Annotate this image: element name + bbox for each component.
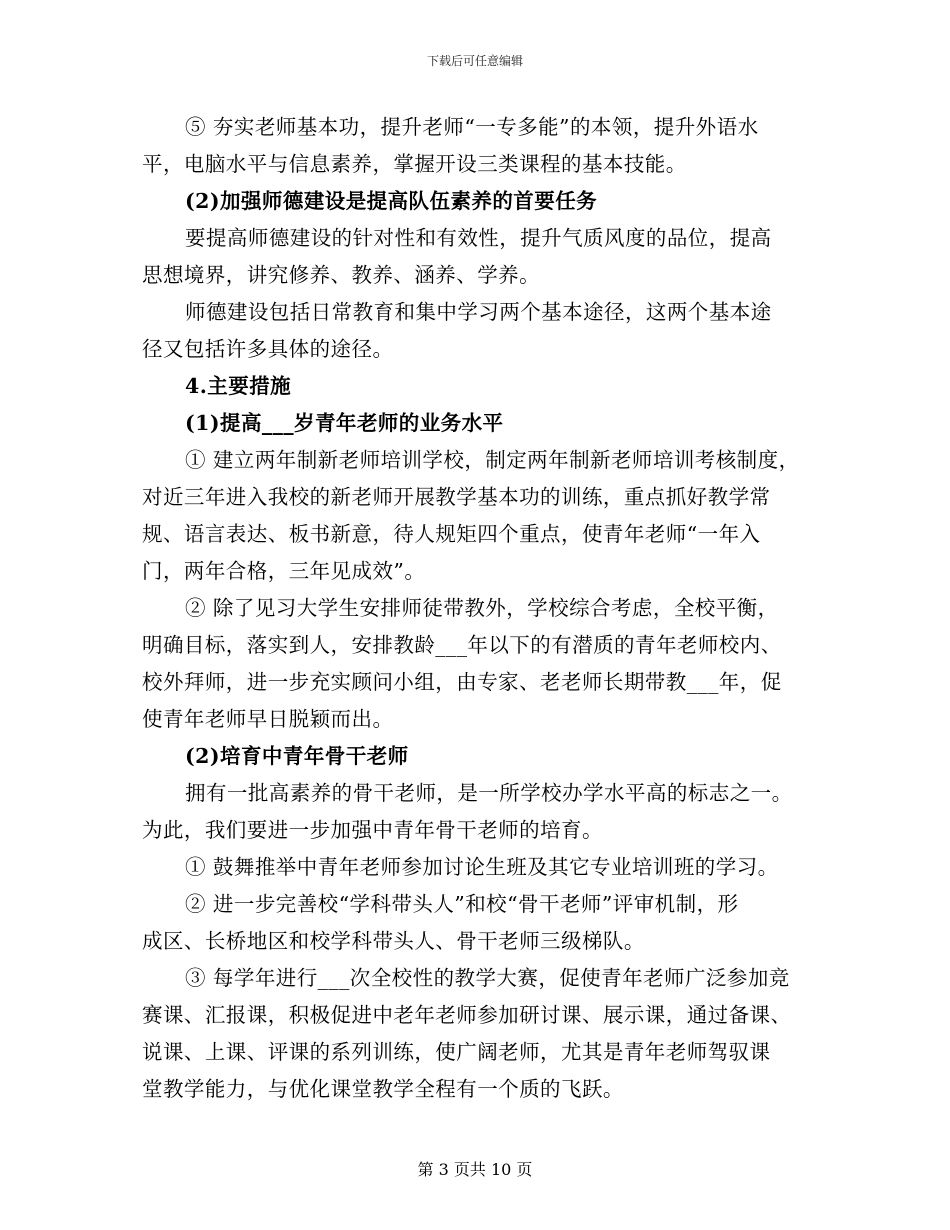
text-line: 规、语言表达、板书新意，待人规矩四个重点，使青年老师“一年入: [142, 522, 761, 546]
text-line: ⑤ 夯实老师基本功，提升老师“一专多能”的本领，提升外语水: [185, 115, 759, 139]
text-line: ① 建立两年制新老师培训学校，制定两年制新老师培训考核制度，: [185, 448, 800, 472]
text-line: 使青年老师早日脱颖而出。: [142, 707, 394, 731]
text-line: ② 除了见习大学生安排师徒带教外，学校综合考虑，全校平衡，: [185, 596, 779, 620]
text-line: 要提高师德建设的针对性和有效性，提升气质风度的品位，提高: [185, 226, 772, 250]
text-line: 成区、长桥地区和校学科带头人、骨干老师三级梯队。: [142, 929, 645, 953]
text-line: 思想境界，讲究修养、教养、涵养、学养。: [142, 263, 541, 287]
text-line: 径又包括许多具体的途径。: [142, 337, 394, 361]
text-line: 平，电脑水平与信息素养，掌握开设三类课程的基本技能。: [142, 152, 687, 176]
text-line: 师德建设包括日常教育和集中学习两个基本途径，这两个基本途: [185, 300, 772, 324]
text-line: ③ 每学年进行___次全校性的教学大赛，促使青年老师广泛参加竞: [185, 966, 790, 990]
text-line: 堂教学能力，与优化课堂教学全程有一个质的飞跃。: [142, 1077, 624, 1101]
text-line: 赛课、汇报课，积极促进中老年老师参加研讨课、展示课，通过备课、: [142, 1003, 792, 1027]
text-line: 说课、上课、评课的系列训练，使广阔老师，尤其是青年老师驾驭课: [142, 1040, 771, 1064]
text-line: ① 鼓舞推举中青年老师参加讨论生班及其它专业培训班的学习。: [185, 855, 779, 879]
section-heading: 4.主要措施: [185, 374, 292, 398]
section-heading: (2)培育中青年骨干老师: [185, 744, 409, 768]
text-line: 校外拜师，进一步充实顾问小组，由专家、老老师长期带教___年，促: [142, 670, 782, 694]
section-heading: (2)加强师德建设是提高队伍素养的首要任务: [185, 189, 598, 213]
text-line: 门，两年合格，三年见成效”。: [142, 559, 426, 583]
text-line: 对近三年进入我校的新老师开展教学基本功的训练，重点抓好教学常: [142, 485, 771, 509]
document-body: [142, 109, 812, 1108]
section-heading: (1)提高___岁青年老师的业务水平: [185, 411, 504, 435]
text-line: 明确目标，落实到人，安排教龄___年以下的有潜质的青年老师校内、: [142, 633, 782, 657]
text-line: ② 进一步完善校“学科带头人”和校“骨干老师”评审机制，形: [185, 892, 739, 916]
text-line: 拥有一批高素养的骨干老师，是一所学校办学水平高的标志之一。: [185, 781, 793, 805]
page-footer: 第 3 页共 10 页: [417, 1160, 533, 1179]
text-line: 为此，我们要进一步加强中青年骨干老师的培育。: [142, 818, 603, 842]
page-header: 下载后可任意编辑: [426, 54, 523, 68]
